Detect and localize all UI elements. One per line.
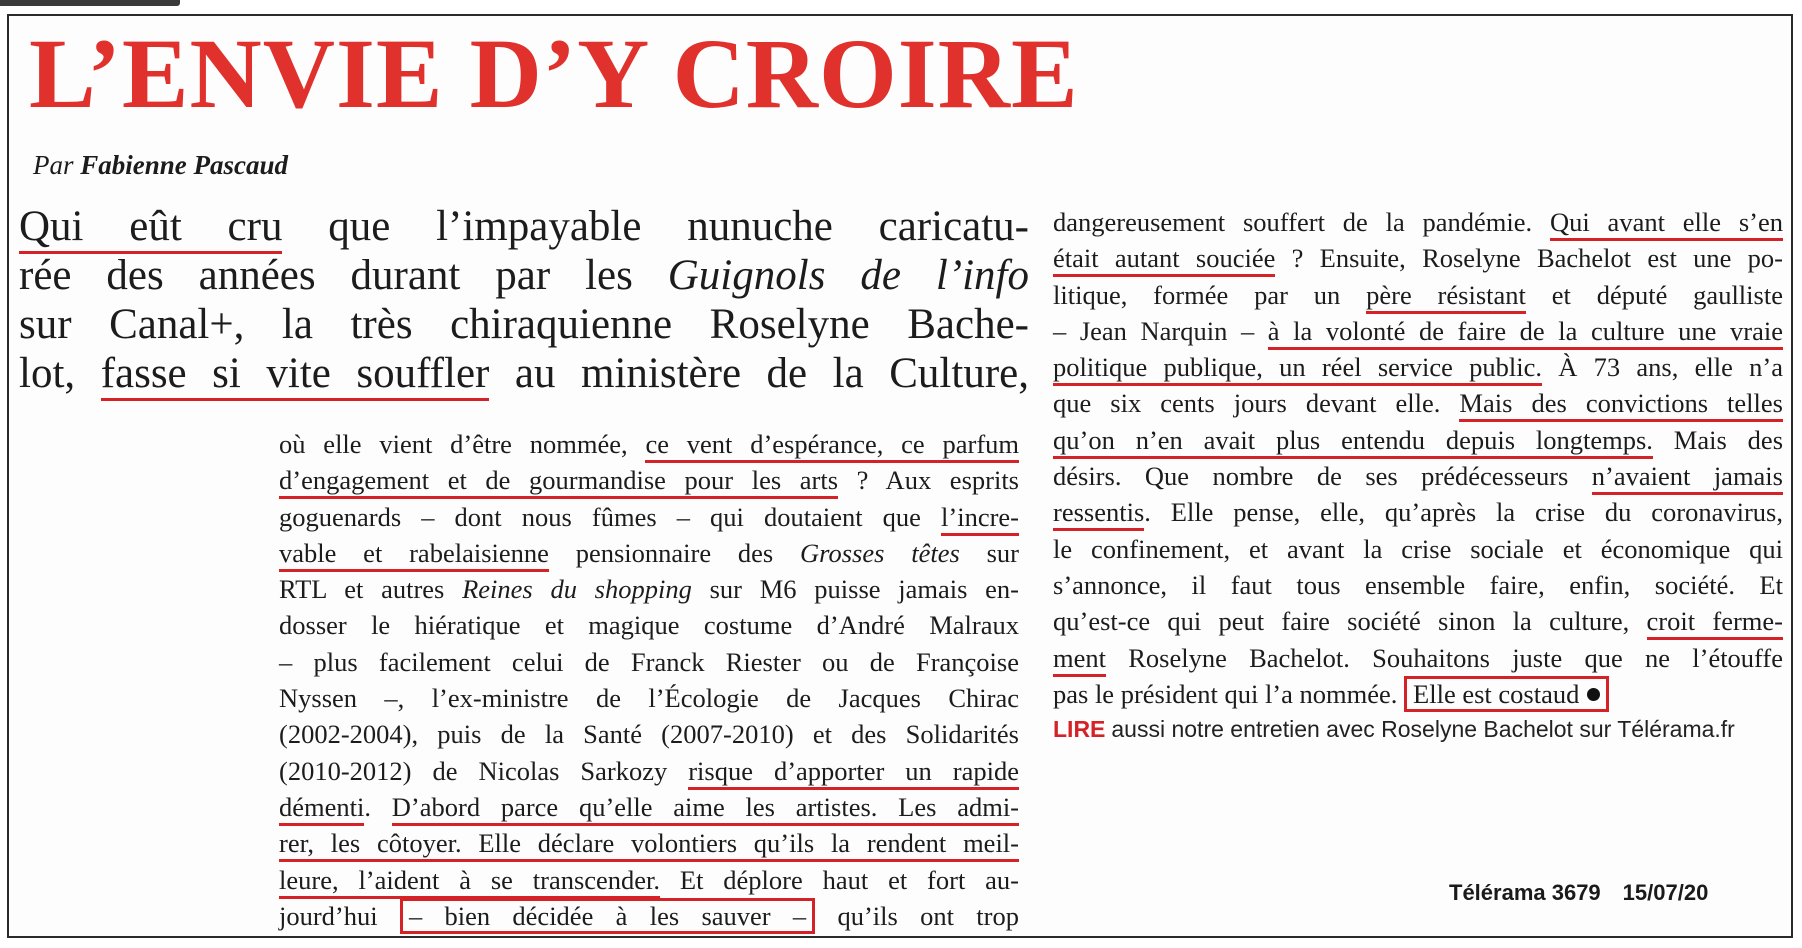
underlined-phrase: D’abord parce qu’elle aime les artistes. Les admi- <box>392 792 1019 826</box>
body-line: ment Roselyne Bachelot. Souhaitons juste que ne l’étouffe <box>1053 640 1783 676</box>
underlined-phrase: ment <box>1053 643 1106 677</box>
underlined-phrase: d’engagement et de gourmandise pour les arts <box>279 465 838 499</box>
issue-date: 15/07/20 <box>1622 880 1709 905</box>
lead-paragraph <box>19 202 1029 398</box>
body-line: Nyssen –, l’ex-ministre de l’Écologie de Jacques Chirac <box>279 683 1019 714</box>
italic-title: Guignols de l’info <box>667 252 1029 299</box>
boxed-phrase: – bien décidée à les sauver – <box>400 898 815 934</box>
underlined-phrase: risque d’apporter un rapide <box>688 756 1019 790</box>
body-line: politique publique, un réel service public. À 73 ans, elle n’a <box>1053 349 1783 385</box>
lead-line: lot, fasse si vite souffler au ministère de la Culture, <box>19 349 1029 398</box>
body-line: s’annonce, il faut tous ensemble faire, enfin, société. Et <box>1053 569 1783 600</box>
lead-line: rée des années durant par les Guignols de l’info <box>19 252 1029 299</box>
byline-author: Fabienne Pascaud <box>80 150 289 180</box>
underlined-phrase: père résistant <box>1366 280 1526 314</box>
underlined-phrase: Mais des convictions telles <box>1459 388 1783 422</box>
underlined-phrase: ce vent d’espérance, ce parfum <box>645 429 1019 463</box>
body-line: dangereusement souffert de la pandémie. Qui avant elle s’en <box>1053 204 1783 240</box>
underlined-phrase: , l’aident à se transcender. <box>332 865 660 899</box>
body-line: litique, formée par un père résistant et député gaulliste <box>1053 277 1783 313</box>
underlined-phrase: démenti <box>279 792 364 826</box>
masthead-fragment <box>0 0 180 6</box>
article-title: L’ENVIE D’Y CROIRE <box>29 18 1079 129</box>
underlined-phrase: était autant souciée <box>1053 243 1275 277</box>
body-line: que six cents jours devant elle. Mais des convictions telles <box>1053 385 1783 421</box>
underlined-phrase: Qui avant elle s’en <box>1550 207 1783 241</box>
underlined-phrase: rer, les côtoyer. Elle déclare volontiers qu’ils la rendent meil- <box>279 828 1019 862</box>
body-line: goguenards – dont nous fûmes – qui doutaient que l’incre- <box>279 499 1019 535</box>
body-line: dosser le hiératique et magique costume d’André Malraux <box>279 610 1019 641</box>
body-line: – plus facilement celui de Franck Riester ou de Françoise <box>279 646 1019 677</box>
underlined-phrase: fasse si vite souffler <box>101 350 490 401</box>
body-column-right <box>1053 204 1783 712</box>
underlined-phrase: croit ferme- <box>1647 606 1783 640</box>
byline-prefix: Par <box>33 150 81 180</box>
underlined-phrase: ressentis <box>1053 497 1144 531</box>
body-line: qu’on n’en avait plus entendu depuis longtemps. Mais des <box>1053 422 1783 458</box>
boxed-phrase: Elle est costaud <box>1404 676 1609 712</box>
italic-title: Grosses têtes <box>800 537 960 568</box>
body-line: pas le président qui l’a nommée. Elle est costaud <box>1053 676 1783 712</box>
publication-footer <box>1449 880 1708 906</box>
article-clipping <box>7 14 1793 938</box>
end-of-article-dot-icon <box>1587 688 1600 701</box>
body-line: – Jean Narquin – à la volonté de faire de la culture une vraie <box>1053 313 1783 349</box>
body-line: qu’est-ce qui peut faire société sinon la culture, croit ferme- <box>1053 603 1783 639</box>
body-line: RTL et autres Reines du shopping sur M6 puisse jamais en- <box>279 574 1019 605</box>
body-line: était autant souciée ? Ensuite, Roselyne Bachelot est une po- <box>1053 240 1783 276</box>
underlined-phrase: politique publique, un réel service public. <box>1053 352 1542 386</box>
lead-line: Qui eût cru que l’impayable nunuche caricatu- <box>19 202 1029 251</box>
italic-title: Reines du shopping <box>462 574 692 605</box>
issue-number: Télérama 3679 <box>1449 880 1601 905</box>
lead-line: sur Canal+, la très chiraquienne Roselyne Bache- <box>19 301 1029 348</box>
underlined-phrase: vable et rabelaisienne <box>279 538 549 572</box>
underlined-phrase: l’incre- <box>941 502 1019 536</box>
body-line: d’engagement et de gourmandise pour les arts ? Aux esprits <box>279 462 1019 498</box>
body-line: leure, l’aident à se transcender. Et déplore haut et fort au- <box>279 862 1019 898</box>
read-more-tag: LIRE <box>1053 716 1106 742</box>
byline <box>33 150 288 181</box>
body-line: démenti. D’abord parce qu’elle aime les artistes. Les admi- <box>279 789 1019 825</box>
underlined-phrase: leure <box>279 865 332 899</box>
body-line: vable et rabelaisienne pensionnaire des Grosses têtes sur <box>279 535 1019 571</box>
underlined-phrase: qu’on n’en avait plus entendu depuis longtemps. <box>1053 425 1653 459</box>
body-line: désirs. Que nombre de ses prédécesseurs n’avaient jamais <box>1053 458 1783 494</box>
body-line: (2010-2012) de Nicolas Sarkozy risque d’apporter un rapide <box>279 753 1019 789</box>
underlined-phrase: n’avaient jamais <box>1592 461 1783 495</box>
body-line: ressentis. Elle pense, elle, qu’après la crise du coronavirus, <box>1053 494 1783 530</box>
body-line <box>279 825 1019 861</box>
underlined-phrase: à la volonté de faire de la culture une vraie <box>1268 316 1783 350</box>
underlined-phrase: Qui eût cru <box>19 203 282 254</box>
body-line: (2002-2004), puis de la Santé (2007-2010) et des Solidarités <box>279 719 1019 750</box>
read-more-note <box>1053 716 1735 743</box>
read-more-text: aussi notre entretien avec Roselyne Bachelot sur Télérama.fr <box>1111 716 1735 742</box>
body-line: jourd’hui – bien décidée à les sauver – qu’ils ont trop <box>279 898 1019 934</box>
body-line: où elle vient d’être nommée, ce vent d’espérance, ce parfum <box>279 426 1019 462</box>
body-column-left <box>279 426 1019 934</box>
body-line: le confinement, et avant la crise sociale et économique qui <box>1053 533 1783 564</box>
